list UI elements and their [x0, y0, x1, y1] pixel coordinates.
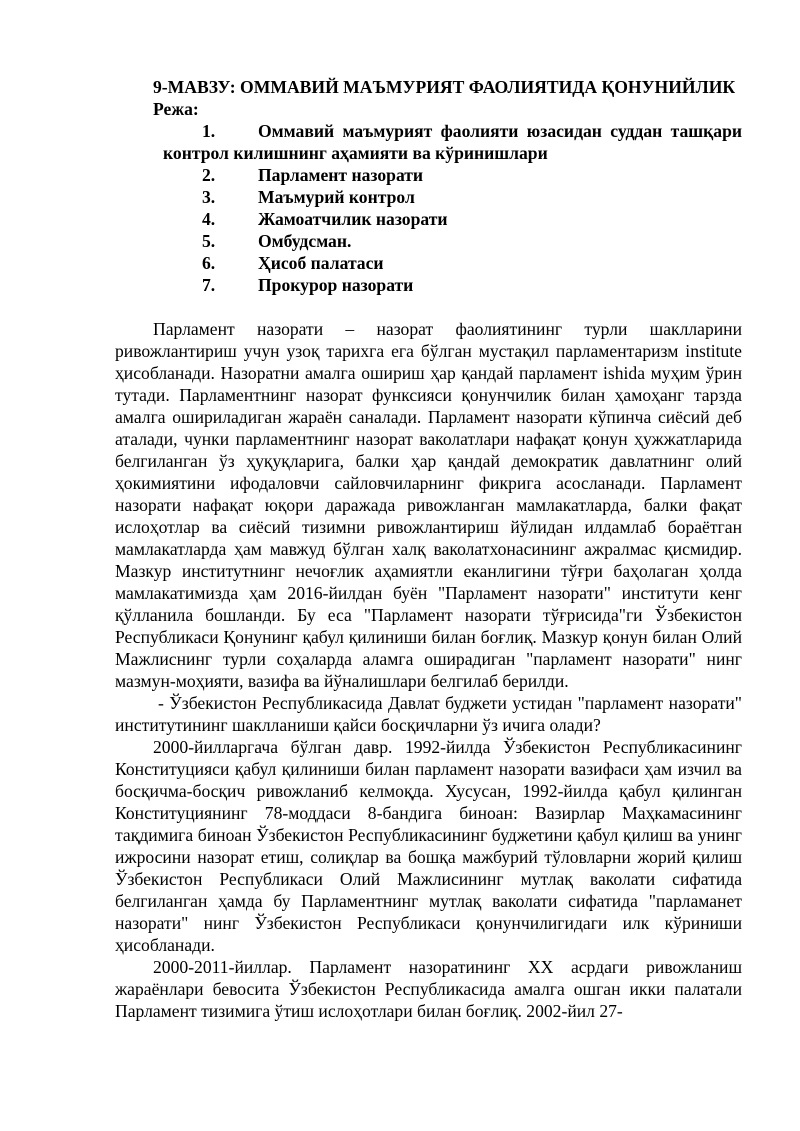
blank-line — [115, 296, 742, 318]
plan-item-number: 4. — [202, 209, 216, 229]
plan-item — [115, 186, 742, 208]
plan-item — [115, 208, 742, 230]
plan-list — [115, 120, 742, 296]
plan-item — [115, 252, 742, 274]
plan-item-number: 6. — [202, 253, 216, 273]
plan-item-number: 2. — [202, 165, 216, 185]
plan-item-number: 7. — [202, 275, 216, 295]
plan-item-text: Жамоатчилик назорати — [258, 209, 448, 229]
plan-heading: Режа: — [153, 99, 199, 119]
plan-item-text: Ҳисоб палатаси — [258, 253, 384, 273]
plan-item-text: Маъмурий контрол — [258, 187, 415, 207]
body-paragraph: Парламент назорати – назорат фаолиятининг турли шаклларини ривожлантириш учун узоқ тарихга ега бўлган мустақил парламентаризм institute ҳисобланади. Назоратни амалга ошириш ҳар қандай парламент ishida муҳим ўрин тутади. Парламентнинг назорат функсияси қонунчилик билан ҳамоҳанг тарзда амалга ошириладиган жараён саналади. Парламент назорати кўпинча сиёсий деб аталади, чунки парламентнинг назорат ваколатлари нафақат қонун ҳужжатларида белгиланган ўз ҳуқуқларига, балки ҳар қандай демократик давлатнинг олий ҳокимиятини ифодаловчи сайловчиларнинг фикрига асосланади. Парламент назорати нафақат юқори даражада ривожланган мамлакатларда, балки фақат ислоҳотлар ва сиёсий тизимни ривожлантириш йўлидан илдамлаб бораётган мамлакатларда ҳам мавжуд бўлган халқ ваколатхонасининг ажралмас қисмидир. Мазкур институтнинг нечоғлик аҳамиятли еканлигини тўғри баҳолаган ҳолда мамлакатимизда ҳам 2016-йилдан буён "Парламент назорати" институти кенг қўлланила бошланди. Бу еса "Парламент назорати тўғрисида"ги Ўзбекистон Республикаси Қонунинг қабул қилиниши билан боғлиқ. Мазкур қонун билан Олий Мажлиснинг турли соҳаларда аламга оширадиган "парламент назорати" нинг мазмун-моҳияти, вазифа ва йўналишлари белгилаб берилди. — [115, 319, 742, 691]
plan-item — [115, 120, 742, 164]
body-paragraph-question: - Ўзбекистон Республикасида Давлат буджети устидан "парламент назорати" институтининг шаклланиши қайси босқичларни ўз ичига олади? — [115, 693, 742, 735]
plan-item-text: Парламент назорати — [258, 165, 424, 185]
document-title: 9-МАВЗУ: ОММАВИЙ МАЪМУРИЯТ ФАОЛИЯТИДА ҚОНУНИЙЛИК — [153, 77, 736, 97]
document-page — [115, 76, 742, 1022]
plan-item — [115, 274, 742, 296]
plan-item-text: Оммавий маъмурият фаолияти юзасидан суддан ташқари контрол килишнинг аҳамияти ва кўринишлари — [163, 121, 742, 163]
plan-item-number: 1. — [202, 121, 216, 141]
plan-item-text: Прокурор назорати — [258, 275, 414, 295]
body-paragraph: 2000-2011-йиллар. Парламент назоратининг ХХ асрдаги ривожланиш жараёнлари бевосита Ўзбекистон Республикасида амалга ошган икки палатали Парламент тизимига ўтиш ислоҳотлари билан боғлиқ. 2002-йил 27- — [115, 957, 742, 1021]
plan-item-text: Омбудсман. — [258, 231, 352, 251]
body-paragraph: 2000-йилларгача бўлган давр. 1992-йилда Ўзбекистон Республикасининг Конституцияси қабул қилиниши билан парламент назорати вазифаси ҳам изчил ва босқичма-босқич ривожланиб келмоқда. Хусусан, 1992-йилда қабул қилинган Конституциянинг 78-моддаси 8-бандига биноан: Вазирлар Маҳкамасининг тақдимига биноан Ўзбекистон Республикасининг буджетини қабул қилиш ва унинг ижросини назорат етиш, солиқлар ва бошқа мажбурий тўловларни жорий қилиш Ўзбекистон Республикаси Олий Мажлисининг мутлақ ваколати сифатида белгиланган ҳамда бу Парламентнинг мутлақ ваколати сифатида "парламанет назорати" нинг Ўзбекистон Республикаси қонунчилигидаги илк кўриниши ҳисобланади. — [115, 737, 742, 955]
plan-item-number: 3. — [202, 187, 216, 207]
plan-item-number: 5. — [202, 231, 216, 251]
plan-item — [115, 230, 742, 252]
plan-item — [115, 164, 742, 186]
